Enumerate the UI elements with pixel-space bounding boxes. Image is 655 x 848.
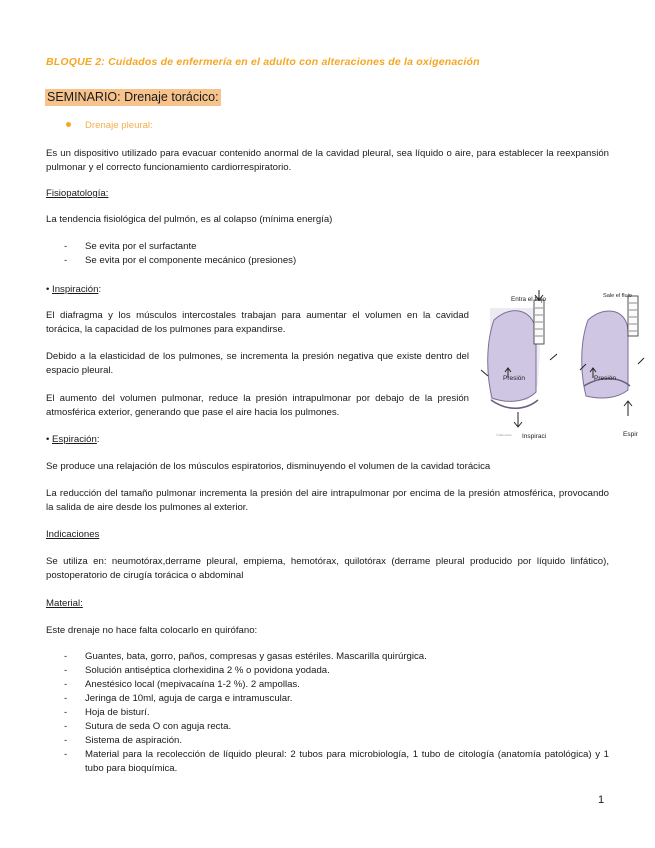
page-number: 1 (598, 794, 605, 806)
physio-list (64, 240, 464, 268)
intro-paragraph: Es un dispositivo utilizado para evacuar contenido anormal de la cavidad pleural, sea líquido o aire, para establecer la reexpansión pulmonar y el correcto funcionamiento cardiorrespiratorio. (46, 148, 609, 173)
bullet-icon: • (46, 434, 50, 445)
inspiration-heading (46, 283, 101, 297)
list-item: - Se evita por el componente mecánico (presiones) (64, 254, 464, 268)
indications-text: Se utiliza en: neumotórax,derrame pleural, empiema, hemotórax, quilotórax (derrame pleural producido por líquido linfático), postoperatorio de cirugía torácica o abdominal (46, 556, 609, 581)
figure-right-top-label: Sale el flujo (603, 293, 632, 299)
figure-right-bottom-label: Espir (623, 431, 638, 438)
subtopic-bullet (66, 120, 153, 131)
inspiration-p3: El aumento del volumen pulmonar, reduce la presión intrapulmonar por debajo de la presión atmosférica exterior, generando que pase el aire hacia los pulmones. (46, 393, 469, 418)
list-item: - Jeringa de 10ml, aguja de carga e intramuscular. (64, 692, 609, 706)
figure-left-pressure-label: Presión (503, 375, 526, 382)
list-item: - Guantes, bata, gorro, paños, compresas y gasas estériles. Mascarilla quirúrgica. (64, 650, 609, 664)
breathing-diagram (478, 290, 655, 442)
list-item: - Material para la recolección de líquido pleural: 2 tubos para microbiología, 1 tubo de citología (anatomía patológica) y 1 tubo para bioquímica. (64, 748, 609, 776)
expiration-p1: Se produce una relajación de los músculos espiratorios, disminuyendo el volumen de la cavidad torácica (46, 461, 491, 472)
inspiration-lung-figure (481, 290, 557, 440)
list-item: - Solución antiséptica clorhexidina 2 % o povidona yodada. (64, 664, 609, 678)
figure-credit-text: ©wikimedia (496, 433, 512, 437)
inspiration-heading-label: Inspiración (52, 284, 99, 295)
figure-left-top-label: Entra el flujo (511, 296, 547, 303)
inspiration-p2: Debido a la elasticidad de los pulmones, se incrementa la presión negativa que existe dentro del espacio pleural. (46, 351, 469, 376)
heading-colon: : (98, 284, 102, 295)
list-item: - Sistema de aspiración. (64, 734, 609, 748)
list-item: - Sutura de seda O con aguja recta. (64, 720, 609, 734)
subtopic-label: Drenaje pleural: (85, 120, 153, 131)
heading-colon: : (96, 434, 100, 445)
block-title: BLOQUE 2: Cuidados de enfermería en el adulto con alteraciones de la oxigenación (46, 56, 480, 68)
inspiration-p1: El diafragma y los músculos intercostales trabajan para aumentar el volumen en la cavidad torácica, la capacidad de los pulmones para expandirse. (46, 310, 469, 335)
physio-text: La tendencia fisiológica del pulmón, es al colapso (mínima energía) (46, 214, 333, 225)
indications-heading: Indicaciones (46, 529, 100, 540)
bullet-dot-icon (66, 122, 71, 127)
material-text: Este drenaje no hace falta colocarlo en quirófano: (46, 625, 258, 636)
bullet-icon: • (46, 284, 50, 295)
figure-right-pressure-label: Presión (594, 375, 617, 382)
expiration-heading (46, 433, 100, 447)
list-item: - Anestésico local (mepivacaína 1-2 %). 2 ampollas. (64, 678, 609, 692)
list-item: - Se evita por el surfactante (64, 240, 464, 254)
seminar-title: SEMINARIO: Drenaje torácico: (47, 90, 219, 104)
material-list (64, 650, 609, 776)
trachea-shape (628, 296, 638, 336)
expiration-heading-label: Espiración (52, 434, 97, 445)
physio-heading: Fisiopatología: (46, 188, 109, 199)
list-item: - Hoja de bisturí. (64, 706, 609, 720)
figure-left-bottom-label: Inspiraci (522, 433, 547, 440)
expiration-p2: La reducción del tamaño pulmonar incrementa la presión del aire intrapulmonar por encima de la presión atmosférica, provocando la salida de aire desde los pulmones al exterior. (46, 488, 609, 513)
expiration-lung-figure (580, 293, 644, 438)
material-heading: Material: (46, 598, 83, 609)
